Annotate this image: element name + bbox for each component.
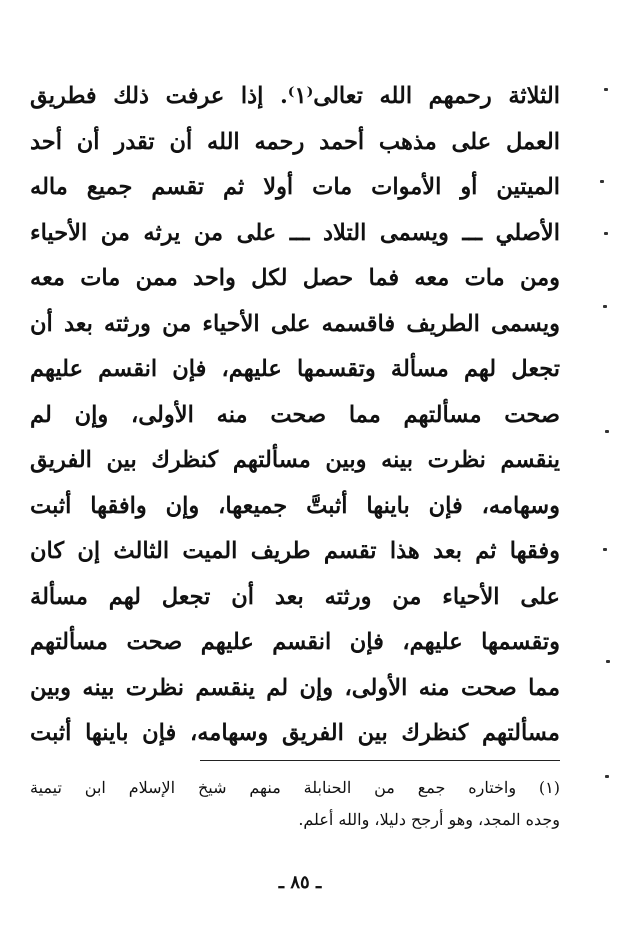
text-line: وتقسمها عليهم، فإن انقسم عليهم صحت مسألتهم (30, 629, 560, 655)
body-text (30, 74, 560, 757)
footnote-line: (١) واختاره جمع من الحنابلة منهم شيخ الإسلام ابن تيمية (30, 778, 560, 797)
text-line: مسألتهم كنظرك بين الفريق وسهامه، فإن باينها أثبت (30, 720, 560, 746)
text-line: الميتين أو الأموات مات أولا ثم تقسم جميع ماله (30, 174, 560, 200)
text-line: صحت مسألتهم مما صحت منه الأولى، وإن لم (30, 401, 560, 428)
scan-speck (604, 232, 608, 235)
scan-speck (604, 88, 608, 91)
scan-speck (600, 180, 604, 183)
text-line: الأصلي ـــ ويسمى التلاد ـــ على من يرثه من الأحياء (30, 219, 560, 246)
footnote-separator (200, 760, 560, 761)
footnote-line: وجده المجد، وهو أرجح دليلا، والله أعلم. (298, 810, 560, 829)
text-line: العمل على مذهب أحمد رحمه الله أن تقدر أن أحد (30, 128, 560, 155)
text-line: على الأحياء من ورثته بعد أن تجعل لهم مسألة (30, 583, 560, 610)
text-line: ومن مات معه فما حصل لكل واحد ممن مات معه (30, 265, 560, 291)
footnotes (30, 772, 560, 836)
text-line: ويسمى الطريف فاقسمه على الأحياء من ورثته بعد أن (30, 310, 560, 337)
text-line: مما صحت منه الأولى، وإن لم ينقسم نظرت بينه وبين (30, 674, 560, 701)
text-line: الثلاثة رحمهم الله تعالى⁽١⁾. إذا عرفت ذلك فطريق (30, 83, 560, 109)
text-line: تجعل لهم مسألة وتقسمها عليهم، فإن انقسم عليهم (30, 356, 560, 382)
text-line: وسهامه، فإن باينها أثبتَّ جميعها، وإن وافقها أثبت (30, 492, 560, 519)
scan-speck (605, 430, 609, 433)
scan-speck (603, 305, 607, 308)
scan-speck (606, 660, 610, 663)
page-number: ـ ٨٥ ـ (278, 872, 322, 893)
text-line: ينقسم نظرت بينه وبين مسألتهم كنظرك بين الفريق (30, 447, 560, 473)
scan-speck (603, 548, 607, 551)
scan-speck (605, 775, 609, 778)
text-line: وفقها ثم بعد هذا تقسم طريف الميت الثالث إن كان (30, 538, 560, 564)
